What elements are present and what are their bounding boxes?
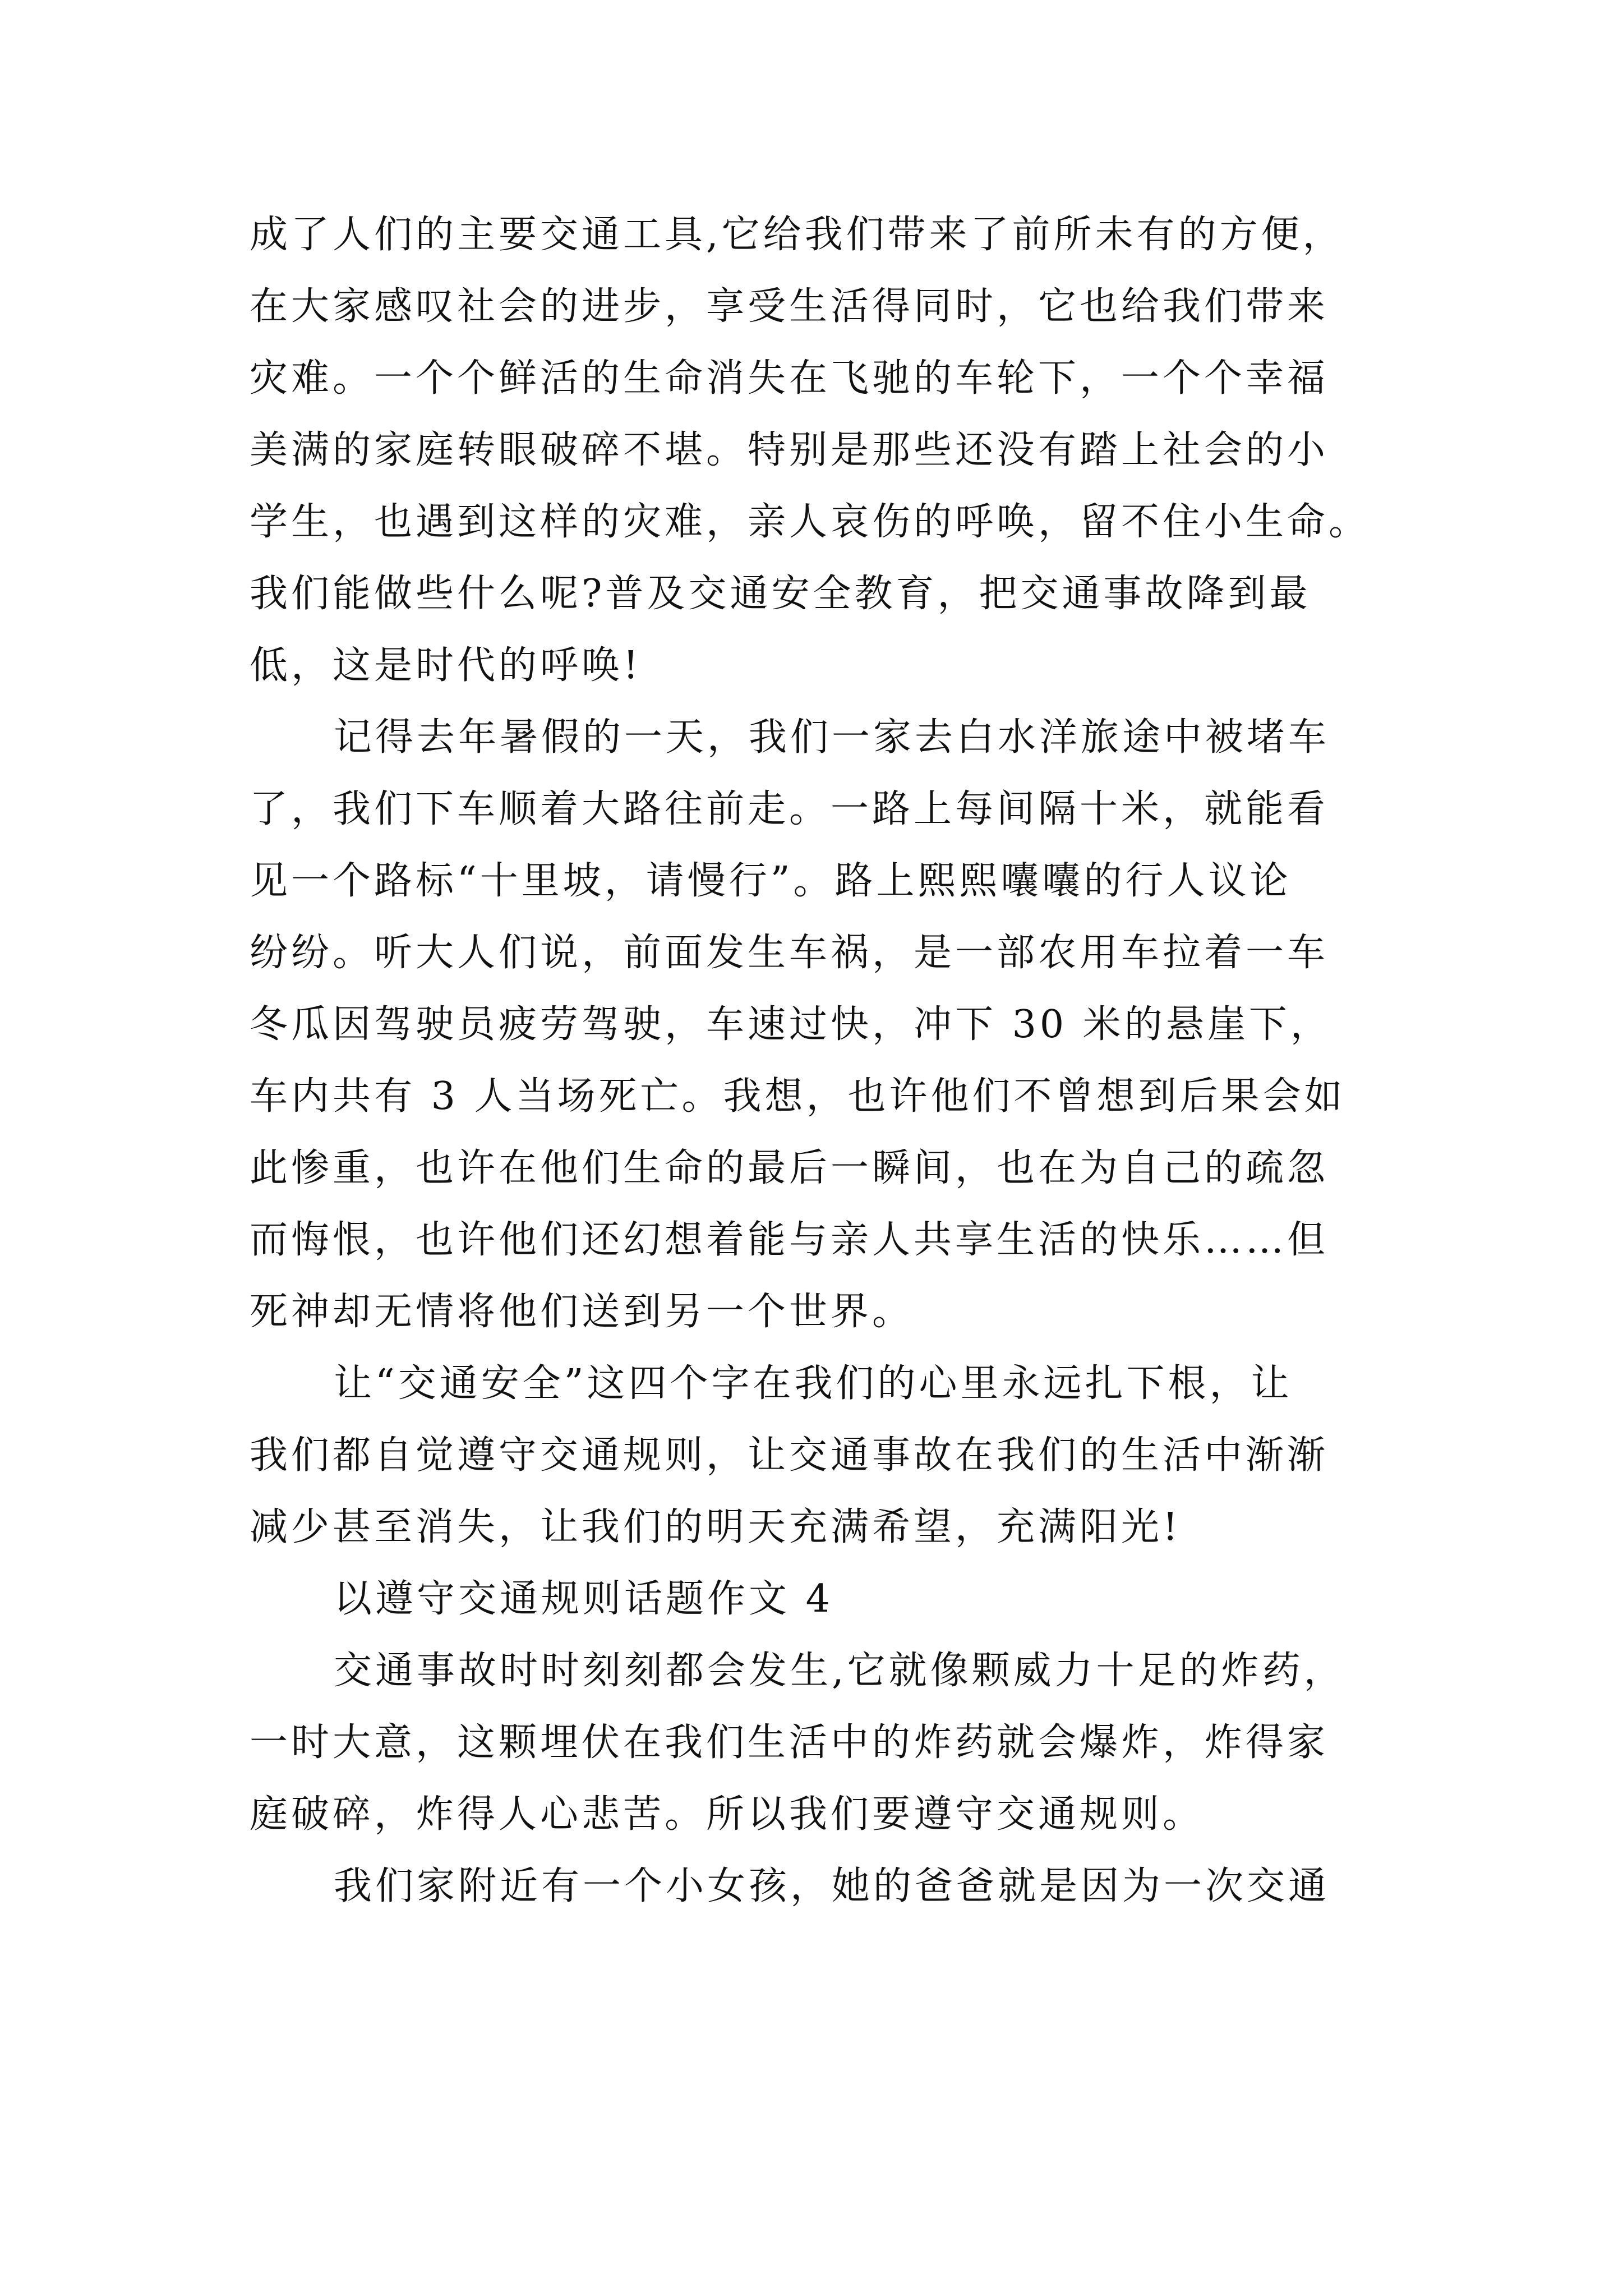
paragraph-first-line: 我们家附近有一个小女孩，她的爸爸就是因为一次交通	[334, 1864, 1330, 1908]
text-line: 纷纷。听大人们说，前面发生车祸，是一部农用车拉着一车	[250, 931, 1329, 975]
text-line: 灾难。一个个鲜活的生命消失在飞驰的车轮下，一个个幸福	[250, 356, 1329, 401]
text-line: 了，我们下车顺着大路往前走。一路上每间隔十米，就能看	[250, 787, 1329, 831]
text-line: 车内共有 3 人当场死亡。我想，也许他们不曾想到后果会如	[250, 1074, 1346, 1119]
text-line: 此惨重，也许在他们生命的最后一瞬间，也在为自己的疏忽	[250, 1146, 1329, 1190]
paragraph-first-line: 让“交通安全”这四个字在我们的心里永远扎下根，让	[334, 1361, 1293, 1406]
section-heading: 以遵守交通规则话题作文 4	[334, 1577, 833, 1621]
text-line: 美满的家庭转眼破碎不堪。特别是那些还没有踏上社会的小	[250, 428, 1329, 472]
paragraph-first-line: 记得去年暑假的一天，我们一家去白水洋旅途中被堵车	[334, 715, 1330, 760]
text-line: 见一个路标“十里坡，请慢行”。路上熙熙囔囔的行人议论	[250, 859, 1292, 903]
text-line: 学生，也遇到这样的灾难，亲人哀伤的呼唤，留不住小生命。	[250, 500, 1371, 544]
paragraph-first-line: 交通事故时时刻刻都会发生,它就像颗威力十足的炸药，	[334, 1649, 1345, 1693]
text-line: 而悔恨，也许他们还幻想着能与亲人共享生活的快乐……但	[250, 1218, 1329, 1262]
text-line: 一时大意，这颗埋伏在我们生活中的炸药就会爆炸，炸得家	[250, 1720, 1329, 1765]
text-line: 死神却无情将他们送到另一个世界。	[250, 1290, 914, 1334]
document-body	[250, 199, 1416, 1922]
text-line: 成了人们的主要交通工具,它给我们带来了前所未有的方便，	[250, 213, 1344, 257]
text-line: 我们能做些什么呢?普及交通安全教育，把交通事故降到最	[250, 572, 1311, 616]
text-line: 低，这是时代的呼唤!	[250, 643, 642, 688]
text-line: 我们都自觉遵守交通规则，让交通事故在我们的生活中渐渐	[250, 1433, 1329, 1478]
text-line: 庭破碎，炸得人心悲苦。所以我们要遵守交通规则。	[250, 1792, 1205, 1837]
text-line: 冬瓜因驾驶员疲劳驾驶，车速过快，冲下 30 米的悬崖下，	[250, 1002, 1332, 1047]
text-line: 减少甚至消失，让我们的明天充满希望，充满阳光!	[250, 1505, 1182, 1549]
text-line: 在大家感叹社会的进步，享受生活得同时，它也给我们带来	[250, 284, 1329, 329]
